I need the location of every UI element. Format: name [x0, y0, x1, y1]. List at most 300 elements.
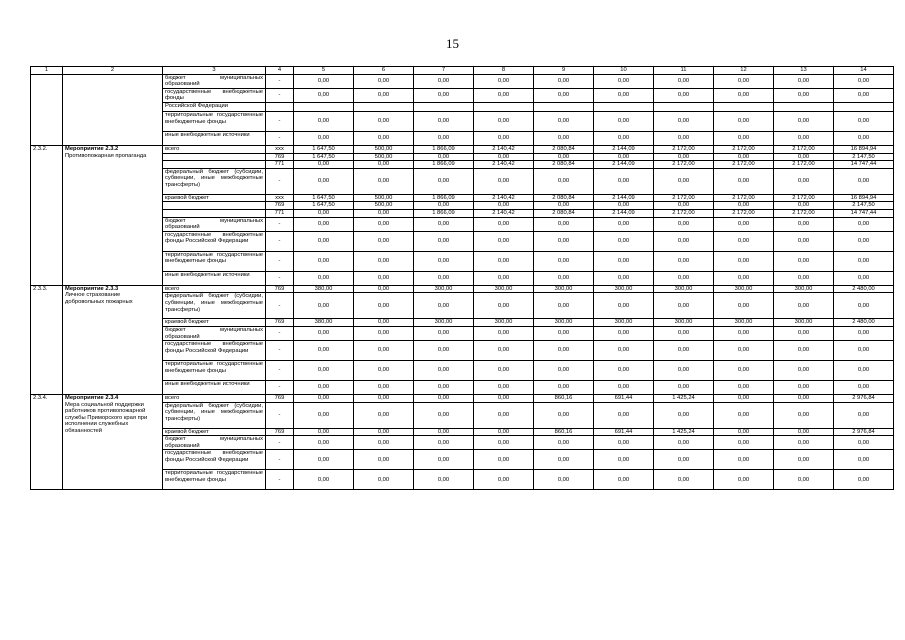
year-value: 0,00: [354, 271, 414, 285]
measure-code: [31, 74, 63, 145]
year-value: [714, 102, 774, 111]
year-value: 0,00: [714, 217, 774, 231]
year-value: 2 144,09: [594, 209, 654, 217]
year-value: 1 425,24: [654, 395, 714, 403]
year-value: 0,00: [414, 231, 474, 251]
year-value: 2 172,00: [654, 194, 714, 202]
year-value: 0,00: [294, 428, 354, 436]
funding-source: всего: [163, 285, 266, 293]
year-value: 0,00: [714, 326, 774, 340]
year-value: 0,00: [474, 293, 534, 319]
budget-code: -: [266, 111, 294, 131]
year-value: 0,00: [354, 88, 414, 102]
year-value: 0,00: [534, 470, 594, 490]
year-value: 0,00: [534, 168, 594, 194]
year-value: 0,00: [534, 326, 594, 340]
funding-table-wrapper: [30, 66, 877, 490]
year-value: 2 172,00: [714, 194, 774, 202]
year-value: 691,44: [594, 395, 654, 403]
header-row: [31, 67, 894, 75]
year-value: 0,00: [414, 153, 474, 161]
year-value: 0,00: [714, 428, 774, 436]
table-row: [31, 145, 894, 153]
year-value: 300,00: [714, 285, 774, 293]
measure-description: Мера социальной поддержки работников противопожарной службы Приморского края при исполнении служебных обязанностей: [65, 401, 148, 435]
year-value: 0,00: [414, 361, 474, 381]
year-value: 0,00: [654, 341, 714, 361]
budget-code: -: [266, 293, 294, 319]
total-value: 2 480,00: [834, 319, 894, 327]
year-value: 1 647,50: [294, 145, 354, 153]
year-value: 0,00: [714, 111, 774, 131]
year-value: 0,00: [774, 361, 834, 381]
year-value: 0,00: [354, 395, 414, 403]
year-value: 2 080,84: [534, 209, 594, 217]
year-value: 0,00: [654, 293, 714, 319]
year-value: 0,00: [474, 395, 534, 403]
year-value: 0,00: [594, 450, 654, 470]
year-value: 0,00: [594, 202, 654, 210]
year-value: 0,00: [594, 361, 654, 381]
year-value: 0,00: [774, 153, 834, 161]
year-value: 380,00: [294, 319, 354, 327]
year-value: 0,00: [534, 341, 594, 361]
year-value: 0,00: [474, 131, 534, 145]
year-value: 2 080,84: [534, 161, 594, 169]
funding-source: бюджет муниципальных образований: [163, 326, 266, 340]
year-value: 0,00: [654, 202, 714, 210]
year-value: 2 140,42: [474, 194, 534, 202]
year-value: 0,00: [414, 202, 474, 210]
year-value: 500,00: [354, 194, 414, 202]
year-value: 2 172,00: [654, 145, 714, 153]
year-value: 0,00: [534, 402, 594, 428]
year-value: 0,00: [354, 436, 414, 450]
budget-code: 769: [266, 395, 294, 403]
funding-source: бюджет муниципальных образований: [163, 436, 266, 450]
year-value: 0,00: [294, 217, 354, 231]
total-value: 0,00: [834, 111, 894, 131]
year-value: 300,00: [534, 285, 594, 293]
year-value: [534, 102, 594, 111]
year-value: 0,00: [654, 217, 714, 231]
year-value: 1 647,50: [294, 153, 354, 161]
budget-code: -: [266, 168, 294, 194]
year-value: 0,00: [534, 111, 594, 131]
header-cell: 9: [534, 67, 594, 75]
total-value: 14 747,44: [834, 209, 894, 217]
year-value: 300,00: [594, 319, 654, 327]
year-value: 2 140,42: [474, 161, 534, 169]
year-value: 0,00: [354, 251, 414, 271]
total-value: 0,00: [834, 217, 894, 231]
year-value: 0,00: [294, 402, 354, 428]
budget-code: xxx: [266, 145, 294, 153]
year-value: 0,00: [354, 381, 414, 395]
year-value: 0,00: [354, 293, 414, 319]
budget-code: 769: [266, 285, 294, 293]
year-value: 1 866,09: [414, 161, 474, 169]
year-value: 2 080,84: [534, 145, 594, 153]
funding-source: федеральный бюджет (субсидии, субвенции, иные межбюджетные трансферты): [163, 168, 266, 194]
year-value: 1 866,09: [414, 209, 474, 217]
year-value: 0,00: [594, 436, 654, 450]
header-cell: 5: [294, 67, 354, 75]
year-value: 2 172,00: [774, 194, 834, 202]
year-value: 0,00: [534, 74, 594, 88]
year-value: 0,00: [774, 231, 834, 251]
year-value: 0,00: [294, 436, 354, 450]
year-value: 0,00: [774, 450, 834, 470]
year-value: 300,00: [654, 319, 714, 327]
funding-source: территориальные государственные внебюджетные фонды: [163, 470, 266, 490]
year-value: [654, 102, 714, 111]
funding-source: [163, 153, 266, 161]
year-value: 0,00: [594, 381, 654, 395]
year-value: 1 647,50: [294, 202, 354, 210]
year-value: 0,00: [534, 293, 594, 319]
budget-code: 769: [266, 153, 294, 161]
year-value: 2 144,09: [594, 145, 654, 153]
header-cell: 3: [163, 67, 266, 75]
year-value: 0,00: [534, 217, 594, 231]
year-value: 0,00: [414, 293, 474, 319]
year-value: 0,00: [354, 450, 414, 470]
year-value: 0,00: [474, 450, 534, 470]
measure-code: 2.3.3.: [31, 285, 63, 394]
year-value: 2 172,00: [774, 161, 834, 169]
year-value: 0,00: [534, 271, 594, 285]
year-value: 0,00: [474, 217, 534, 231]
year-value: 0,00: [654, 436, 714, 450]
funding-source: государственные внебюджетные фонды Российской Федерации: [163, 231, 266, 251]
year-value: 0,00: [474, 470, 534, 490]
year-value: 2 172,00: [714, 145, 774, 153]
year-value: 0,00: [414, 402, 474, 428]
header-cell: 11: [654, 67, 714, 75]
year-value: [594, 102, 654, 111]
year-value: 0,00: [474, 202, 534, 210]
year-value: 0,00: [774, 341, 834, 361]
budget-code: xxx: [266, 194, 294, 202]
year-value: 2 140,42: [474, 145, 534, 153]
funding-source: всего: [163, 395, 266, 403]
year-value: 0,00: [654, 131, 714, 145]
budget-code: 769: [266, 319, 294, 327]
year-value: 0,00: [594, 153, 654, 161]
year-value: 2 140,42: [474, 209, 534, 217]
year-value: 860,16: [534, 395, 594, 403]
year-value: 0,00: [714, 153, 774, 161]
funding-table: [30, 66, 894, 490]
year-value: 0,00: [594, 88, 654, 102]
year-value: 0,00: [594, 217, 654, 231]
year-value: 0,00: [714, 168, 774, 194]
year-value: 0,00: [294, 450, 354, 470]
year-value: 0,00: [654, 153, 714, 161]
year-value: 0,00: [714, 202, 774, 210]
year-value: 0,00: [294, 231, 354, 251]
year-value: 300,00: [414, 319, 474, 327]
header-cell: 12: [714, 67, 774, 75]
year-value: 0,00: [714, 381, 774, 395]
year-value: 0,00: [714, 402, 774, 428]
year-value: 0,00: [414, 271, 474, 285]
year-value: 0,00: [294, 131, 354, 145]
year-value: [474, 102, 534, 111]
year-value: 0,00: [294, 470, 354, 490]
year-value: 2 172,00: [714, 209, 774, 217]
total-value: 0,00: [834, 231, 894, 251]
budget-code: -: [266, 88, 294, 102]
budget-code: [266, 102, 294, 111]
year-value: 0,00: [294, 341, 354, 361]
year-value: 0,00: [774, 395, 834, 403]
year-value: 0,00: [294, 168, 354, 194]
year-value: 0,00: [594, 131, 654, 145]
year-value: 0,00: [714, 131, 774, 145]
year-value: 0,00: [414, 168, 474, 194]
year-value: 0,00: [294, 88, 354, 102]
year-value: 0,00: [354, 326, 414, 340]
year-value: 0,00: [654, 88, 714, 102]
year-value: 0,00: [654, 251, 714, 271]
header-cell: 7: [414, 67, 474, 75]
funding-source: Российской Федерации: [163, 102, 266, 111]
year-value: 0,00: [654, 168, 714, 194]
year-value: 0,00: [474, 428, 534, 436]
year-value: 0,00: [774, 74, 834, 88]
year-value: 0,00: [534, 251, 594, 271]
total-value: 2 480,00: [834, 285, 894, 293]
year-value: 0,00: [474, 168, 534, 194]
year-value: 0,00: [414, 436, 474, 450]
total-value: 2 147,50: [834, 202, 894, 210]
year-value: 0,00: [294, 251, 354, 271]
year-value: 0,00: [594, 111, 654, 131]
year-value: 0,00: [774, 111, 834, 131]
year-value: 0,00: [294, 74, 354, 88]
budget-code: -: [266, 231, 294, 251]
total-value: 0,00: [834, 381, 894, 395]
year-value: 0,00: [714, 470, 774, 490]
total-value: 0,00: [834, 450, 894, 470]
total-value: 0,00: [834, 326, 894, 340]
year-value: 0,00: [474, 111, 534, 131]
year-value: 0,00: [654, 402, 714, 428]
year-value: 0,00: [414, 131, 474, 145]
total-value: 0,00: [834, 74, 894, 88]
year-value: 1 866,09: [414, 194, 474, 202]
year-value: 0,00: [354, 285, 414, 293]
year-value: 0,00: [414, 381, 474, 395]
total-value: [834, 102, 894, 111]
year-value: 0,00: [714, 251, 774, 271]
total-value: 0,00: [834, 88, 894, 102]
measure-name: [63, 145, 163, 285]
year-value: 0,00: [414, 326, 474, 340]
year-value: 300,00: [414, 285, 474, 293]
year-value: 0,00: [354, 361, 414, 381]
year-value: 0,00: [534, 436, 594, 450]
budget-code: -: [266, 131, 294, 145]
year-value: 2 172,00: [774, 145, 834, 153]
funding-source: государственные внебюджетные фонды: [163, 88, 266, 102]
measure-title: Мероприятие 2.3.4: [65, 395, 119, 402]
year-value: 2 080,84: [534, 194, 594, 202]
funding-source: иные внебюджетные источники: [163, 271, 266, 285]
header-cell: 10: [594, 67, 654, 75]
total-value: 0,00: [834, 470, 894, 490]
table-row: [31, 395, 894, 403]
year-value: 0,00: [714, 361, 774, 381]
year-value: 0,00: [594, 168, 654, 194]
header-cell: 2: [63, 67, 163, 75]
year-value: 380,00: [294, 285, 354, 293]
year-value: 0,00: [774, 470, 834, 490]
year-value: 0,00: [774, 402, 834, 428]
total-value: 0,00: [834, 168, 894, 194]
funding-source: всего: [163, 145, 266, 153]
year-value: 0,00: [414, 251, 474, 271]
year-value: 0,00: [654, 326, 714, 340]
funding-source: [163, 202, 266, 210]
total-value: 2 976,84: [834, 428, 894, 436]
year-value: 0,00: [354, 341, 414, 361]
year-value: 2 144,09: [594, 194, 654, 202]
measure-code: 2.3.2.: [31, 145, 63, 285]
budget-code: -: [266, 402, 294, 428]
budget-code: 769: [266, 202, 294, 210]
year-value: 0,00: [474, 231, 534, 251]
year-value: 0,00: [654, 470, 714, 490]
year-value: 0,00: [294, 161, 354, 169]
year-value: 0,00: [474, 381, 534, 395]
year-value: [294, 102, 354, 111]
year-value: 0,00: [354, 131, 414, 145]
funding-source: краевой бюджет: [163, 428, 266, 436]
year-value: 0,00: [354, 231, 414, 251]
year-value: 0,00: [594, 251, 654, 271]
header-cell: 14: [834, 67, 894, 75]
measure-name: [63, 74, 163, 145]
total-value: 2 976,84: [834, 395, 894, 403]
year-value: 0,00: [474, 74, 534, 88]
header-cell: 8: [474, 67, 534, 75]
year-value: 0,00: [534, 361, 594, 381]
year-value: 2 172,00: [714, 161, 774, 169]
year-value: 300,00: [474, 319, 534, 327]
year-value: 0,00: [474, 88, 534, 102]
budget-code: -: [266, 251, 294, 271]
budget-code: -: [266, 341, 294, 361]
funding-source: федеральный бюджет (субсидии, субвенции, иные межбюджетные трансферты): [163, 402, 266, 428]
year-value: 0,00: [714, 74, 774, 88]
year-value: 0,00: [654, 450, 714, 470]
year-value: 0,00: [534, 88, 594, 102]
year-value: 0,00: [294, 395, 354, 403]
year-value: 0,00: [354, 428, 414, 436]
year-value: 0,00: [654, 271, 714, 285]
year-value: 0,00: [714, 231, 774, 251]
budget-code: 771: [266, 161, 294, 169]
year-value: 1 647,50: [294, 194, 354, 202]
year-value: 0,00: [714, 341, 774, 361]
year-value: 0,00: [414, 395, 474, 403]
funding-source: краевой бюджет: [163, 319, 266, 327]
year-value: 0,00: [474, 361, 534, 381]
year-value: 300,00: [774, 285, 834, 293]
year-value: 0,00: [354, 217, 414, 231]
year-value: 0,00: [534, 381, 594, 395]
year-value: 0,00: [294, 326, 354, 340]
total-value: 0,00: [834, 131, 894, 145]
year-value: 0,00: [594, 271, 654, 285]
year-value: 0,00: [594, 402, 654, 428]
budget-code: 771: [266, 209, 294, 217]
year-value: 0,00: [414, 88, 474, 102]
year-value: 0,00: [534, 202, 594, 210]
year-value: 0,00: [594, 326, 654, 340]
year-value: 691,44: [594, 428, 654, 436]
year-value: 500,00: [354, 202, 414, 210]
year-value: 0,00: [774, 88, 834, 102]
funding-source: краевой бюджет: [163, 194, 266, 202]
year-value: 0,00: [534, 450, 594, 470]
header-cell: 13: [774, 67, 834, 75]
year-value: 0,00: [294, 271, 354, 285]
total-value: 16 894,94: [834, 145, 894, 153]
year-value: 0,00: [714, 450, 774, 470]
budget-code: -: [266, 74, 294, 88]
year-value: 860,16: [534, 428, 594, 436]
year-value: 0,00: [714, 271, 774, 285]
total-value: 2 147,50: [834, 153, 894, 161]
year-value: 0,00: [294, 381, 354, 395]
funding-source: [163, 161, 266, 169]
year-value: 0,00: [414, 341, 474, 361]
funding-source: территориальные государственные внебюджетные фонды: [163, 251, 266, 271]
budget-code: -: [266, 450, 294, 470]
table-row: [31, 74, 894, 88]
year-value: 0,00: [774, 326, 834, 340]
funding-source: иные внебюджетные источники: [163, 381, 266, 395]
budget-code: -: [266, 326, 294, 340]
year-value: 0,00: [474, 153, 534, 161]
year-value: 300,00: [654, 285, 714, 293]
header-cell: 4: [266, 67, 294, 75]
year-value: 0,00: [594, 341, 654, 361]
year-value: 0,00: [474, 326, 534, 340]
year-value: [354, 102, 414, 111]
year-value: 0,00: [774, 168, 834, 194]
year-value: 0,00: [474, 251, 534, 271]
funding-source: федеральный бюджет (субсидии, субвенции, иные межбюджетные трансферты): [163, 293, 266, 319]
year-value: 0,00: [534, 153, 594, 161]
year-value: 0,00: [294, 209, 354, 217]
total-value: 0,00: [834, 251, 894, 271]
year-value: 2 172,00: [774, 209, 834, 217]
funding-source: территориальные государственные внебюджетные фонды: [163, 111, 266, 131]
year-value: 0,00: [714, 436, 774, 450]
year-value: 300,00: [774, 319, 834, 327]
measure-name: [63, 395, 163, 490]
funding-source: [163, 209, 266, 217]
budget-code: 769: [266, 428, 294, 436]
year-value: 0,00: [414, 217, 474, 231]
year-value: 2 172,00: [654, 161, 714, 169]
year-value: 0,00: [774, 381, 834, 395]
